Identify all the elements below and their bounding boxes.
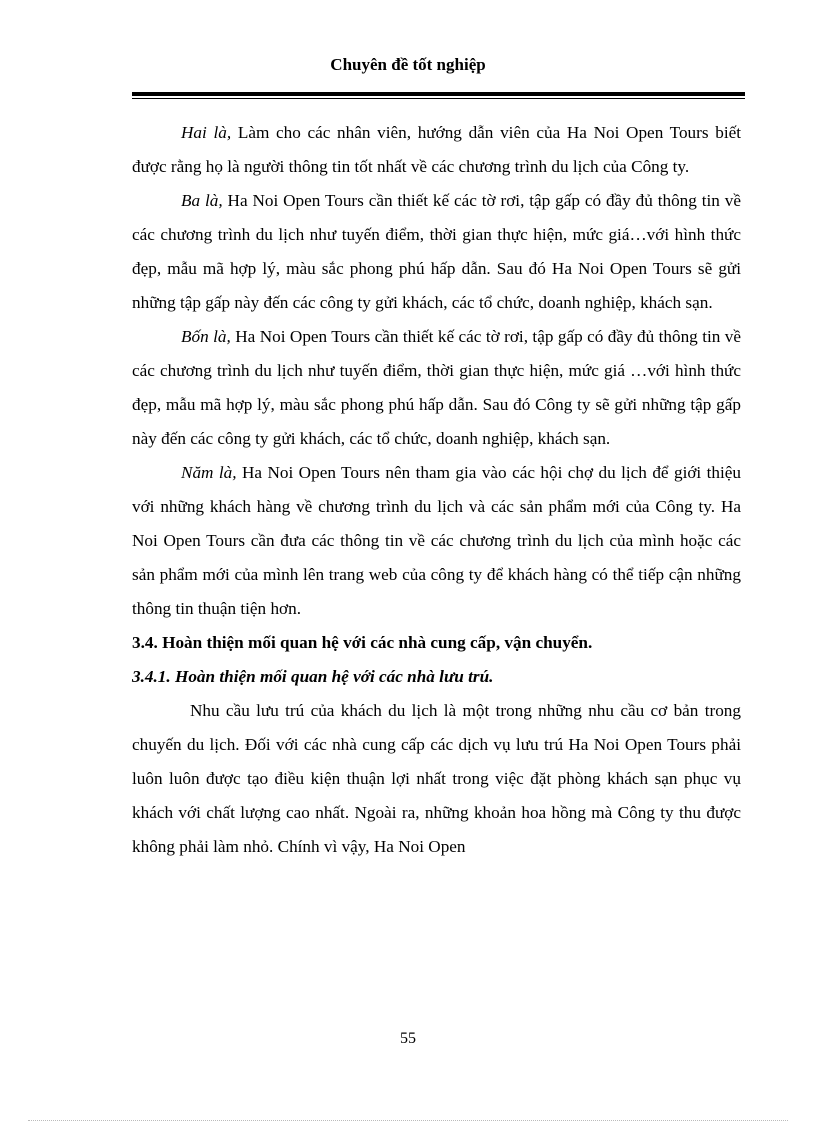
paragraph: [132, 320, 741, 456]
paragraph-lead: Năm là,: [181, 463, 237, 482]
subsection-heading: 3.4.1. Hoàn thiện mối quan hệ với các nhà lưu trú.: [132, 667, 494, 686]
paragraph: [132, 116, 741, 184]
page-number: 55: [400, 1030, 416, 1047]
paragraph-text: Ha Noi Open Tours cần thiết kế các tờ rơi, tập gấp có đầy đủ thông tin về các chương trình du lịch như tuyến điểm, thời gian thực hiện, mức giá …với hình thức đẹp, mẫu mã hợp lý, màu sắc phong phú hấp dẫn. Sau đó Công ty sẽ gửi những tập gấp này đến các công ty gửi khách, các tổ chức, doanh nghiệp, khách sạn.: [132, 327, 742, 448]
paragraph-lead: Bốn là,: [181, 327, 231, 346]
paragraph: Nhu cầu lưu trú của khách du lịch là một trong những nhu cầu cơ bản trong chuyến du lịch. Đối với các nhà cung cấp các dịch vụ lưu trú Ha Noi Open Tours phải luôn luôn được tạo điều kiện thuận lợi nhất trong việc đặt phòng khách sạn phục vụ khách với chất lượng cao nhất. Ngoài ra, những khoản hoa hồng mà Công ty thu được không phải làm nhỏ. Chính vì vậy, Ha Noi Open: [132, 701, 741, 856]
paragraph-lead: Hai là,: [181, 123, 232, 142]
header-rule-thick: [132, 92, 745, 96]
paragraph-text: Ha Noi Open Tours nên tham gia vào các hội chợ du lịch để giới thiệu với những khách hàng về chương trình du lịch và các sản phẩm mới của Công ty. Ha Noi Open Tours cần đưa các thông tin về các chương trình du lịch của mình hoặc các sản phẩm mới của mình lên trang web của công ty để khách hàng có thể tiếp cận những thông tin thuận tiện hơn.: [132, 463, 742, 618]
paragraph-text: Ha Noi Open Tours cần thiết kế các tờ rơi, tập gấp có đầy đủ thông tin về các chương trình du lịch như tuyến điểm, thời gian thực hiện, mức giá…với hình thức đẹp, mẫu mã hợp lý, màu sắc phong phú hấp dẫn. Sau đó Ha Noi Open Tours sẽ gửi những tập gấp này đến các công ty gửi khách, các tổ chức, doanh nghiệp, khách sạn.: [132, 191, 742, 312]
page-content: [132, 116, 741, 864]
paragraph-lead: Ba là,: [181, 191, 223, 210]
document-title: Chuyên đề tốt nghiệp: [330, 55, 486, 74]
paragraph: [132, 184, 741, 320]
section-heading: 3.4. Hoàn thiện mối quan hệ với các nhà cung cấp, vận chuyển.: [132, 633, 593, 652]
page-bottom-border: [28, 1120, 788, 1121]
paragraph: [132, 456, 741, 626]
header-rule-thin: [132, 98, 745, 99]
paragraph-text: Làm cho các nhân viên, hướng dẫn viên của Ha Noi Open Tours biết được rằng họ là người thông tin tốt nhất về các chương trình du lịch của Công ty.: [132, 123, 741, 176]
